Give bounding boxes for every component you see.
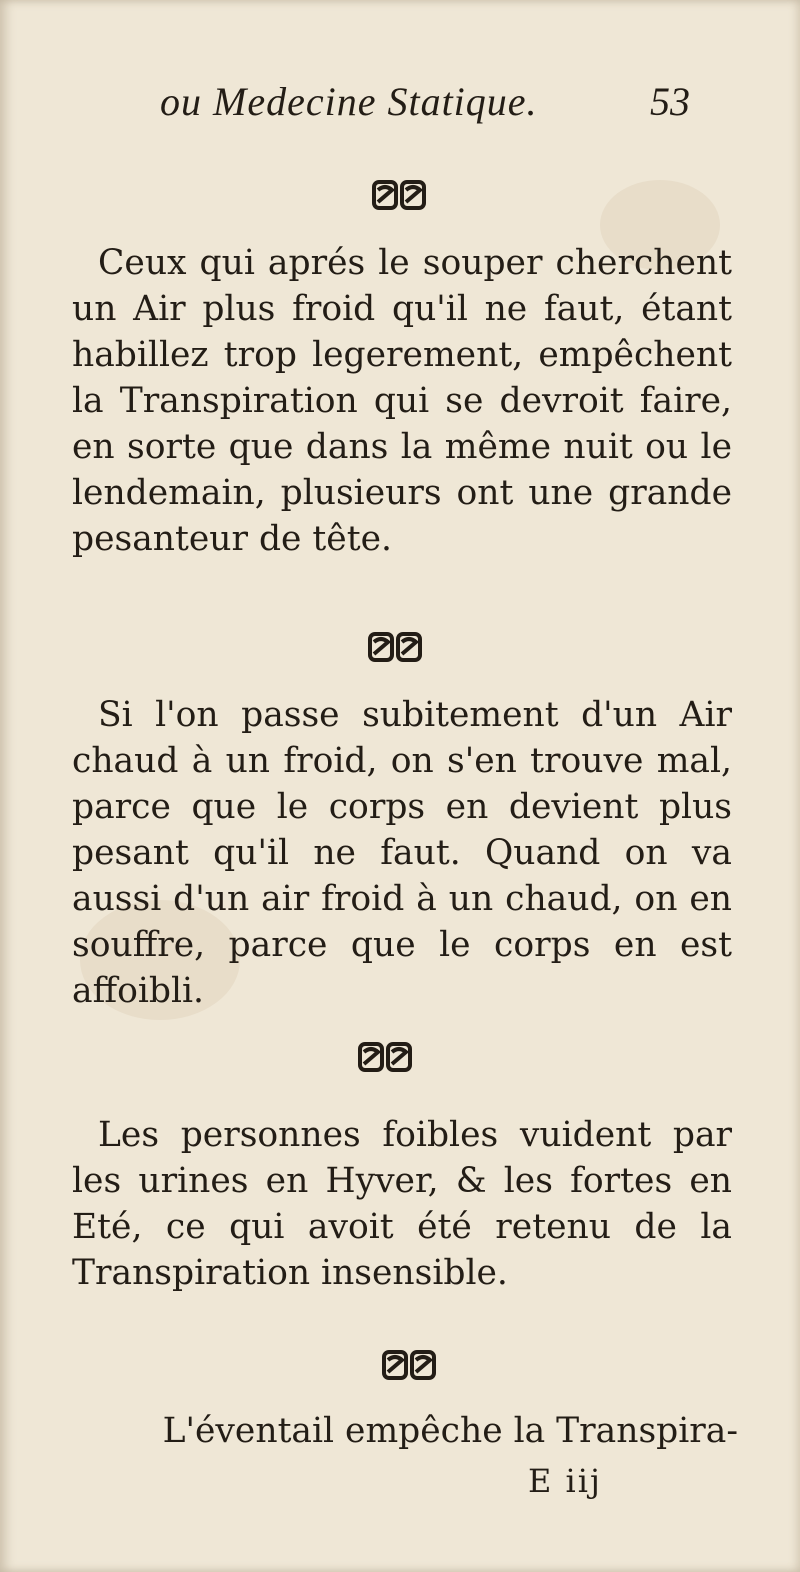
fleuron-ornament-icon bbox=[370, 178, 428, 212]
paragraph-1: Ceux qui aprés le souper cherchent un Air plus froid qu'il ne faut, étant habillez trop legerement, empêchent la Transpiration qui se devroit faire, en sorte que dans la même nuit ou le lendemain, plusieurs ont une grande pesanteur de tête. bbox=[72, 243, 732, 559]
fleuron-ornament-icon bbox=[356, 1040, 414, 1074]
running-title: ou Medecine Statique. bbox=[160, 79, 538, 124]
signature-mark: E iij bbox=[528, 1462, 602, 1500]
paragraph-2: Si l'on passe subitement d'un Air chaud à un froid, on s'en trouve mal, parce que le corps en devient plus pesant qu'il ne faut. Quand on va aussi d'un air froid à un chaud, on en souffre, parce que le corps en est affoibli. bbox=[72, 695, 732, 1011]
page-number: 53 bbox=[650, 79, 690, 124]
fleuron-ornament-icon bbox=[380, 1348, 438, 1382]
fleuron-ornament-icon bbox=[366, 630, 424, 664]
paragraph-4: L'éventail empêche la Transpira- bbox=[162, 1411, 738, 1451]
paragraph-3: Les personnes foibles vuident par les urines en Hyver, & les fortes en Eté, ce qui avoit été retenu de la Transpiration insensible. bbox=[72, 1115, 732, 1293]
